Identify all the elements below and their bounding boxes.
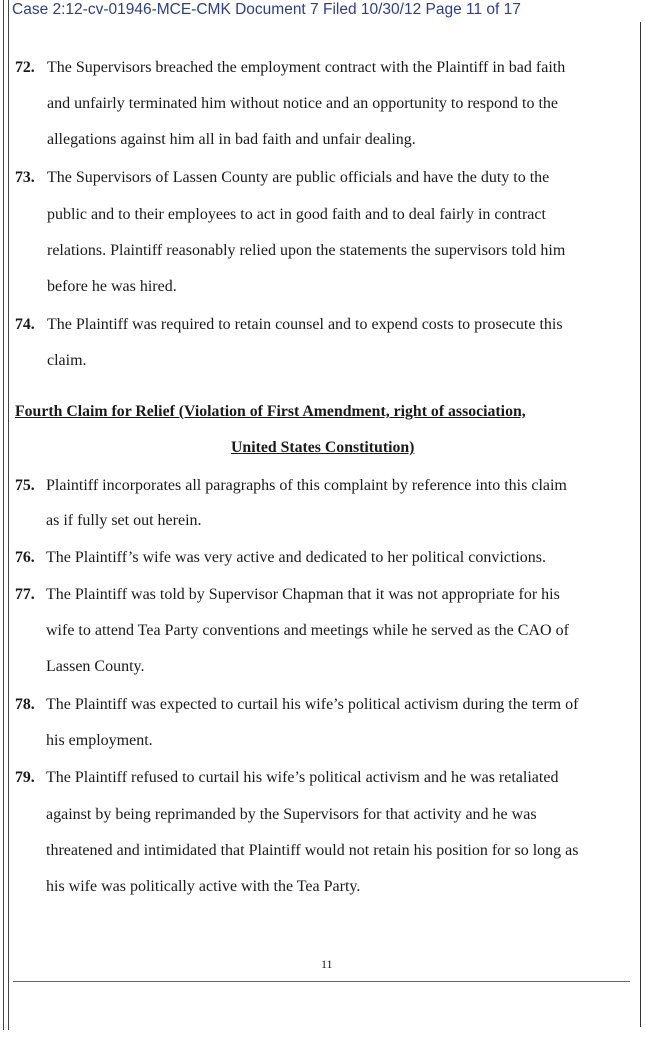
- paragraph-line: The Plaintiff was expected to curtail his wife’s political activism during the term of: [46, 696, 579, 713]
- paragraph-line: allegations against him all in bad faith and unfair dealing.: [47, 131, 416, 148]
- paragraph-line: Plaintiff incorporates all paragraphs of this complaint by reference into this claim: [46, 477, 567, 494]
- paragraph-line: public and to their employees to act in good faith and to deal fairly in contract: [47, 206, 546, 223]
- paragraph-number: 78.: [15, 696, 35, 713]
- paragraph-line: against by being reprimanded by the Supervisors for that activity and he was: [46, 806, 537, 823]
- left-margin-rule: [3, 0, 4, 1030]
- paragraph-line: The Plaintiff’s wife was very active and dedicated to her political convictions.: [46, 549, 546, 566]
- paragraph-line: his wife was politically active with the Tea Party.: [46, 878, 361, 895]
- paragraph-line: Lassen County.: [46, 658, 145, 675]
- claim-heading-line-2: United States Constitution): [231, 439, 415, 456]
- paragraph-line: The Supervisors breached the employment contract with the Plaintiff in bad faith: [47, 59, 566, 76]
- paragraph-number: 74.: [15, 316, 35, 333]
- paragraph-number: 77.: [15, 586, 35, 603]
- left-margin-rule-inner: [8, 0, 9, 1030]
- paragraph-number: 72.: [15, 59, 35, 76]
- paragraph-number: 76.: [15, 549, 35, 566]
- paragraph-line: threatened and intimidated that Plaintiff would not retain his position for so long as: [46, 842, 579, 859]
- claim-heading-line-1: Fourth Claim for Relief (Violation of First Amendment, right of association,: [15, 403, 526, 420]
- paragraph-line: claim.: [47, 352, 87, 369]
- paragraph-line: and unfairly terminated him without notice and an opportunity to respond to the: [47, 95, 558, 112]
- ecf-header: Case 2:12-cv-01946-MCE-CMK Document 7 Filed 10/30/12 Page 11 of 17: [12, 1, 521, 18]
- page-number: 11: [321, 957, 333, 971]
- paragraph-number: 75.: [15, 477, 35, 494]
- paragraph-line: before he was hired.: [47, 278, 177, 295]
- paragraph-number: 73.: [15, 169, 35, 186]
- paragraph-line: The Plaintiff refused to curtail his wife’s political activism and he was retaliated: [46, 769, 559, 786]
- footer-rule: [13, 981, 630, 982]
- paragraph-line: The Plaintiff was required to retain counsel and to expend costs to prosecute this: [47, 316, 563, 333]
- right-margin-rule: [640, 22, 641, 1027]
- paragraph-line: relations. Plaintiff reasonably relied upon the statements the supervisors told him: [47, 242, 566, 259]
- paragraph-line: wife to attend Tea Party conventions and meetings while he served as the CAO of: [46, 622, 569, 639]
- paragraph-line: as if fully set out herein.: [46, 512, 202, 529]
- paragraph-line: The Supervisors of Lassen County are public officials and have the duty to the: [47, 169, 550, 186]
- paragraph-line: The Plaintiff was told by Supervisor Chapman that it was not appropriate for his: [46, 586, 560, 603]
- paragraph-line: his employment.: [46, 732, 153, 749]
- paragraph-number: 79.: [15, 769, 35, 786]
